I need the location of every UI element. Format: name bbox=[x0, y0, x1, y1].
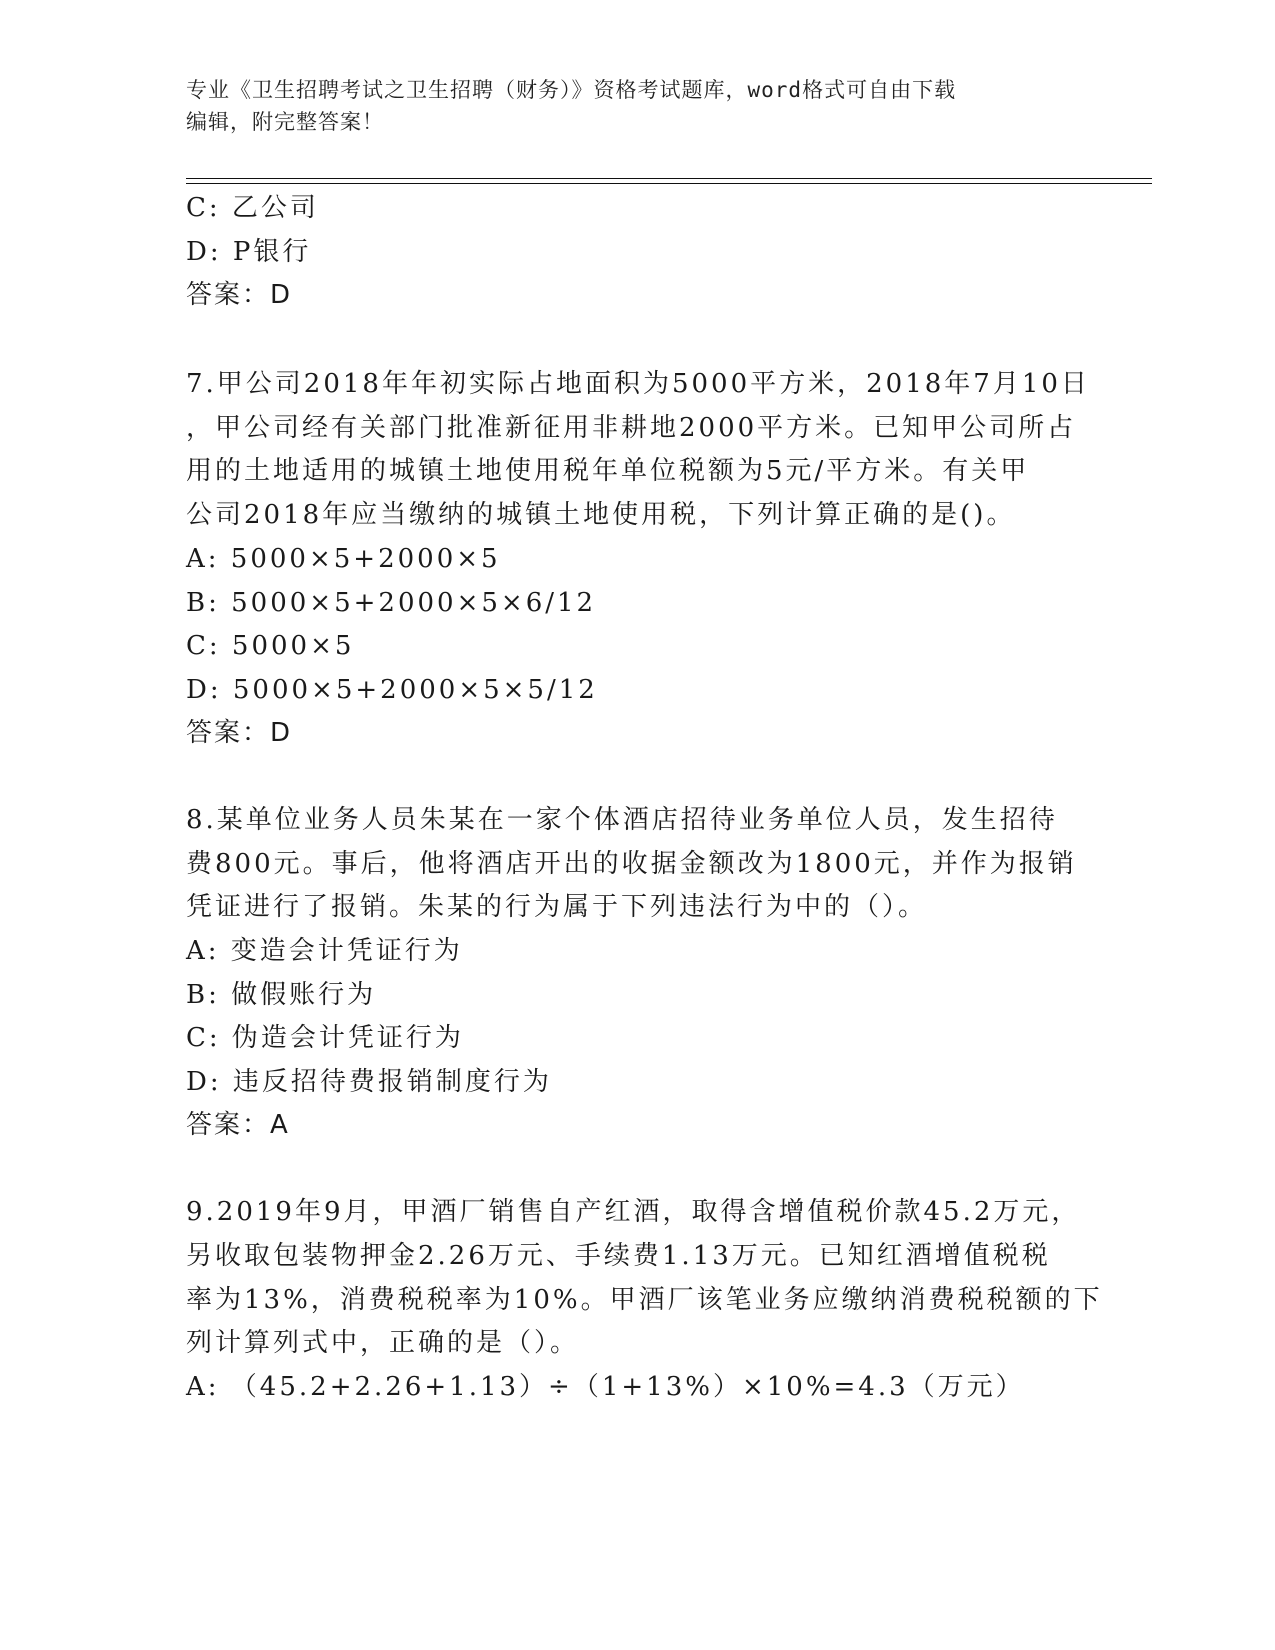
q9-stem-line-4: 列计算列式中，正确的是（）。 bbox=[186, 1328, 580, 1358]
q7-stem-line-1: 7.甲公司2018年年初实际占地面积为5000平方米，2018年7月10日 bbox=[186, 369, 1090, 399]
q7-option-a: A: 5000×5+2000×5 bbox=[186, 544, 501, 574]
q7-stem-line-4: 公司2018年应当缴纳的城镇土地使用税，下列计算正确的是()。 bbox=[186, 500, 1016, 530]
q8-option-d: D: 违反招待费报销制度行为 bbox=[186, 1067, 552, 1097]
q7-stem-line-3: 用的土地适用的城镇土地使用税年单位税额为5元/平方米。有关甲 bbox=[186, 456, 1030, 486]
q8-stem-line-2: 费800元。事后，他将酒店开出的收据金额改为1800元，并作为报销 bbox=[186, 849, 1077, 879]
header-divider-top bbox=[186, 178, 1152, 179]
q6-option-d: D: P银行 bbox=[186, 237, 312, 267]
q6-option-c: C: 乙公司 bbox=[186, 193, 319, 223]
q7-stem-line-2: ，甲公司经有关部门批准新征用非耕地2000平方米。已知甲公司所占 bbox=[186, 413, 1077, 443]
q9-stem-line-1: 9.2019年9月，甲酒厂销售自产红酒，取得含增值税价款45.2万元， bbox=[186, 1197, 1081, 1227]
q8-option-b: B: 做假账行为 bbox=[186, 980, 377, 1010]
document-header bbox=[186, 74, 1086, 138]
q9-stem-line-2: 另收取包装物押金2.26万元、手续费1.13万元。已知红酒增值税税 bbox=[186, 1241, 1051, 1271]
q8-answer: 答案：A bbox=[186, 1110, 290, 1140]
q7-option-b: B: 5000×5+2000×5×6/12 bbox=[186, 588, 597, 618]
q6-answer: 答案：D bbox=[186, 280, 293, 310]
q8-stem-line-3: 凭证进行了报销。朱某的行为属于下列违法行为中的（）。 bbox=[186, 892, 928, 922]
header-divider-bottom bbox=[186, 183, 1152, 184]
q8-option-a: A: 变造会计凭证行为 bbox=[186, 936, 463, 966]
header-line-2: 编辑，附完整答案！ bbox=[186, 110, 384, 134]
q7-option-d: D: 5000×5+2000×5×5/12 bbox=[186, 675, 598, 705]
q7-option-c: C: 5000×5 bbox=[186, 631, 355, 661]
q9-option-a: A: （45.2+2.26+1.13）÷（1+13%）×10%=4.3（万元） bbox=[186, 1372, 1025, 1402]
q9-stem-line-3: 率为13%，消费税税率为10%。甲酒厂该笔业务应缴纳消费税税额的下 bbox=[186, 1285, 1103, 1315]
header-line-1: 专业《卫生招聘考试之卫生招聘（财务）》资格考试题库，word格式可自由下载 bbox=[186, 78, 957, 102]
q7-answer: 答案：D bbox=[186, 718, 293, 748]
q8-stem-line-1: 8.某单位业务人员朱某在一家个体酒店招待业务单位人员，发生招待 bbox=[186, 805, 1058, 835]
q8-option-c: C: 伪造会计凭证行为 bbox=[186, 1023, 464, 1053]
